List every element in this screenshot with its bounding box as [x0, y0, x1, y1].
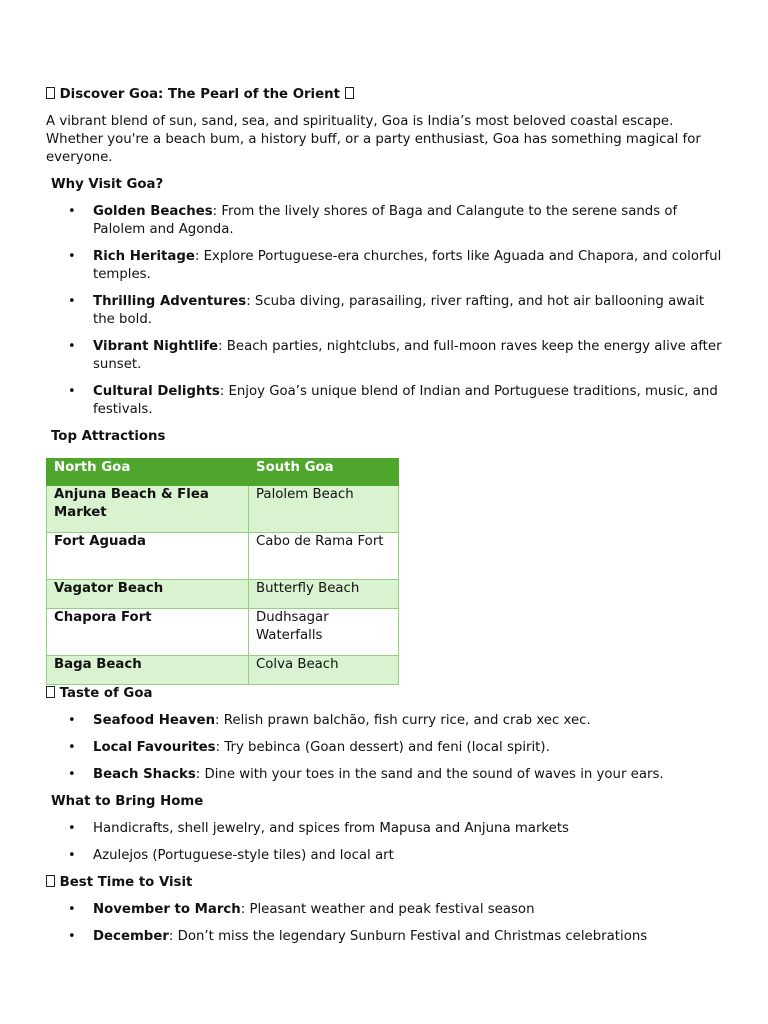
list-item-text: : Try bebinca (Goan dessert) and feni (local spirit).	[215, 740, 550, 755]
table-cell: Palolem Beach	[249, 486, 399, 533]
table-row	[47, 533, 399, 580]
bring-home-heading: What to Bring Home	[51, 794, 204, 809]
why-visit-heading: Why Visit Goa?	[51, 177, 164, 192]
list-item-term: November to March	[93, 902, 241, 917]
list-item	[93, 928, 726, 946]
list-item-text: : Beach parties, nightclubs, and full-moon raves keep the energy alive after sunset.	[93, 339, 722, 372]
table-header-north: North Goa	[47, 459, 249, 486]
list-item	[93, 712, 726, 730]
list-item-term: Seafood Heaven	[93, 713, 216, 728]
table-cell: Baga Beach	[47, 656, 249, 685]
list-item	[93, 293, 726, 329]
bring-home-list	[46, 820, 726, 865]
table-header-row	[47, 459, 399, 486]
list-item: • Azulejos (Portuguese-style tiles) and local art	[93, 847, 726, 865]
table-cell: Cabo de Rama Fort	[249, 533, 399, 580]
intro-paragraph: A vibrant blend of sun, sand, sea, and spirituality, Goa is India’s most beloved coastal escape. Whether you're a beach bum, a history buff, or a party enthusiast, Goa has something magical for everyone.	[46, 114, 701, 165]
list-item-text: : Don’t miss the legendary Sunburn Festival and Christmas celebrations	[168, 929, 648, 944]
taste-list	[46, 712, 726, 784]
list-item	[93, 248, 726, 284]
list-item-text: : Enjoy Goa’s unique blend of Indian and Portuguese traditions, music, and festivals.	[93, 384, 718, 417]
list-item-term: Beach Shacks	[93, 767, 196, 782]
list-item	[93, 739, 726, 757]
list-item	[93, 383, 726, 419]
table-row	[47, 486, 399, 533]
taste-heading	[46, 685, 726, 703]
list-item-text: : Pleasant weather and peak festival season	[240, 902, 535, 917]
list-item-term: December	[93, 929, 169, 944]
list-item-text: : Dine with your toes in the sand and the sound of waves in your ears.	[195, 767, 664, 782]
attractions-table	[46, 458, 399, 685]
best-time-heading	[46, 874, 726, 892]
top-attractions-heading: Top Attractions	[51, 429, 166, 444]
missing-glyph-icon	[345, 87, 354, 99]
table-cell: Anjuna Beach & Flea Market	[47, 486, 249, 533]
table-cell: Colva Beach	[249, 656, 399, 685]
missing-glyph-icon	[46, 87, 55, 99]
list-item-term: Golden Beaches	[93, 204, 213, 219]
table-cell: Dudhsagar Waterfalls	[249, 609, 399, 656]
list-item-text: : Relish prawn balchão, fish curry rice, and crab xec xec.	[215, 713, 591, 728]
list-item-term: Vibrant Nightlife	[93, 339, 219, 354]
list-item	[93, 338, 726, 374]
table-header-south: South Goa	[249, 459, 399, 486]
list-item-term: Thrilling Adventures	[93, 294, 247, 309]
best-time-list	[46, 901, 726, 946]
list-item-text: : From the lively shores of Baga and Calangute to the serene sands of Palolem and Agonda.	[93, 204, 678, 237]
table-row	[47, 609, 399, 656]
list-item	[93, 901, 726, 919]
table-cell: Vagator Beach	[47, 580, 249, 609]
table-row	[47, 580, 399, 609]
taste-heading-text: Taste of Goa	[59, 686, 153, 701]
list-item-term: Local Favourites	[93, 740, 216, 755]
why-visit-list	[46, 203, 726, 419]
list-item-term: Cultural Delights	[93, 384, 220, 399]
document-title	[46, 86, 726, 104]
list-item-text: : Explore Portuguese-era churches, forts like Aguada and Chapora, and colorful temples.	[93, 249, 722, 282]
best-time-heading-text: Best Time to Visit	[59, 875, 193, 890]
list-item: • Handicrafts, shell jewelry, and spices from Mapusa and Anjuna markets	[93, 820, 726, 838]
table-row	[47, 656, 399, 685]
list-item-text: : Scuba diving, parasailing, river rafting, and hot air ballooning await the bold.	[93, 294, 705, 327]
table-cell: Fort Aguada	[47, 533, 249, 580]
list-item	[93, 203, 726, 239]
table-cell: Chapora Fort	[47, 609, 249, 656]
title-text: Discover Goa: The Pearl of the Orient	[59, 87, 340, 102]
document-page	[46, 86, 726, 955]
list-item	[93, 766, 726, 784]
missing-glyph-icon	[46, 686, 55, 698]
list-item-term: Rich Heritage	[93, 249, 195, 264]
missing-glyph-icon	[46, 875, 55, 887]
table-cell: Butterfly Beach	[249, 580, 399, 609]
